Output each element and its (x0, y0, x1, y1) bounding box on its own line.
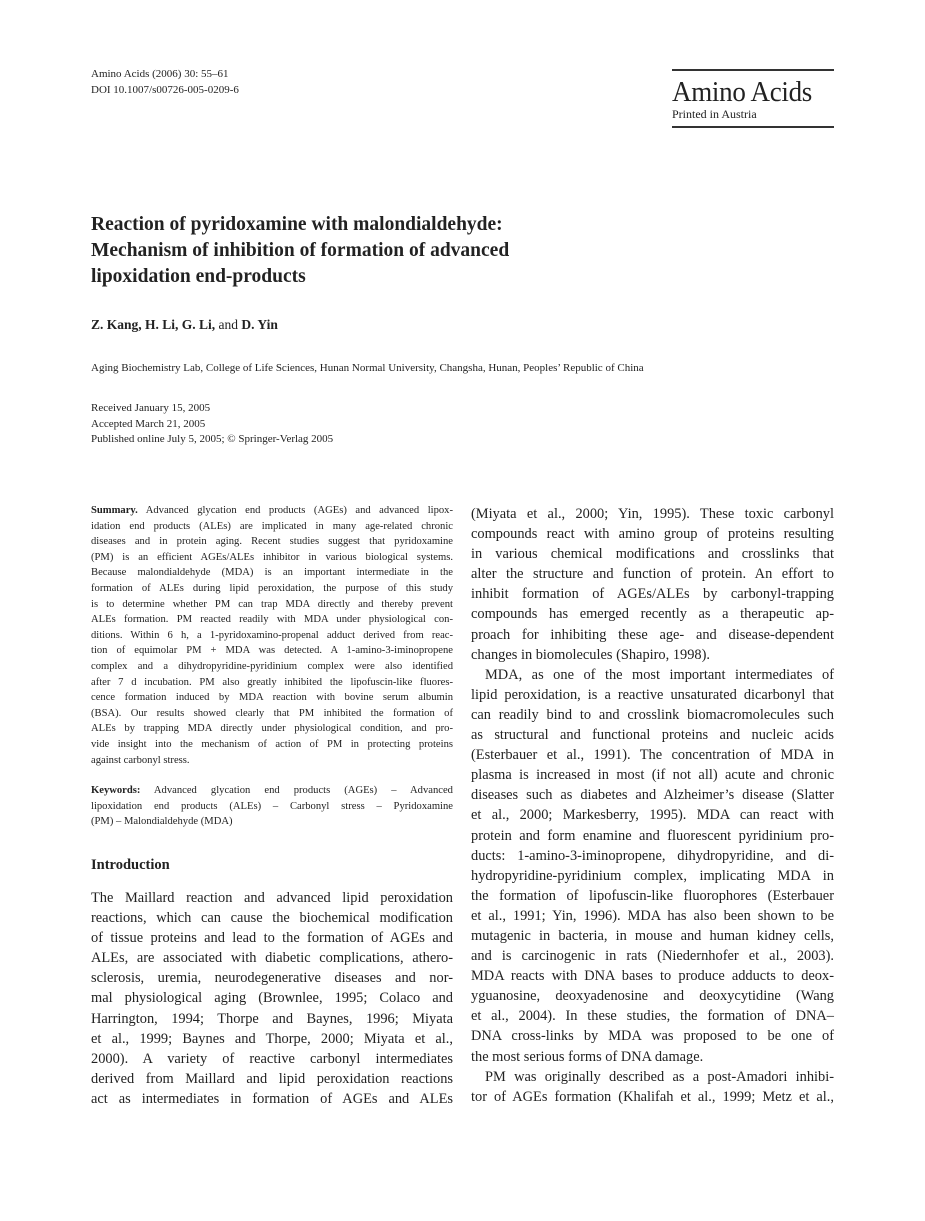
text-line: compounds react with amino group of proteins resulting (471, 526, 834, 543)
text-line: after 7 d incubation. PM also greatly inhibited the lipofuscin-like fluores- (91, 676, 453, 688)
accepted-date: Accepted March 21, 2005 (91, 417, 206, 430)
dates (91, 401, 333, 448)
text-line: inhibit formation of AGEs/ALEs by carbonyl-trapping (471, 586, 834, 603)
text-line: (Miyata et al., 2000; Yin, 1995). These toxic carbonyl (471, 506, 834, 522)
text-line: plasma is increased in most (if not all) acute and chronic (471, 767, 834, 784)
text-line: Because malondialdehyde (MDA) is an important intermediate in the (91, 567, 453, 579)
summary (91, 503, 453, 768)
journal-info (91, 66, 239, 98)
text-line: et al., 1999; Baynes and Thorpe, 2000; Miyata et al., (91, 1030, 453, 1047)
affiliation: Aging Biochemistry Lab, College of Life Sciences, Hunan Normal University, Changsha, Hunan, Peoples’ Republic of China (91, 362, 644, 374)
text-line: ALEs formation. PM reacted readily with MDA under physiological con- (91, 614, 453, 626)
text-line: lipid peroxidation, is a reactive unsaturated dicarbonyl that (471, 686, 834, 703)
text-line: as structural and functional proteins and nucleic acids (471, 727, 834, 744)
text-line: of tissue proteins and lead to the formation of AGEs and (91, 930, 453, 947)
text-line: reactions, which can cause the biochemical modification (91, 910, 453, 927)
text-line: and is carcinogenic in rats (Niedernhofer et al., 2003). (471, 948, 834, 965)
text-line: (PM) is an efficient AGEs/ALEs inhibitor in various biological systems. (91, 551, 453, 563)
authors (91, 317, 278, 333)
text-line: DNA cross-links by MDA was proposed to be one of (471, 1028, 834, 1045)
published-date: Published online July 5, 2005; © Springer-Verlag 2005 (91, 433, 334, 446)
line-text: Advanced glycation end products (AGEs) – Advanced (153, 785, 453, 796)
introduction-heading: Introduction (91, 857, 170, 873)
received-date: Received January 15, 2005 (91, 402, 211, 414)
doi: DOI 10.1007/s00726-005-0209-6 (91, 84, 239, 96)
text-line: hydropyridine-pyridinium complex, implicating MDA in (471, 867, 834, 884)
text-line: the formation of lipofuscin-like fluorophores (Esterbauer (471, 887, 834, 904)
paper-title (91, 212, 509, 290)
text-line: et al., 2004). In these studies, the formation of DNA– (471, 1008, 834, 1025)
text-line: alter the structure and function of protein. An effort to (471, 566, 834, 583)
authors-and: and (218, 317, 239, 332)
authors-main: Z. Kang, H. Li, G. Li, (91, 317, 216, 332)
text-line: MDA, as one of the most important intermediates of (485, 666, 834, 683)
text-line: can readily bind to and crosslink biomacromolecules such (471, 706, 834, 723)
citation: Amino Acids (2006) 30: 55–61 (91, 68, 229, 80)
text-line: ALEs, are associated with diabetic complications, athero- (91, 950, 453, 967)
text-line: diseases such as diabetes and Alzheimer’s disease (Slatter (471, 787, 834, 804)
label: Keywords: (91, 785, 141, 796)
journal-logo (672, 69, 834, 128)
text-line: derived from Maillard and lipid peroxidation reactions (91, 1070, 453, 1087)
text-line: tion of equimolar PM + MDA was detected. A 1-amino-3-iminopropene (91, 645, 453, 657)
text-line: compounds has emerged recently as a therapeutic ap- (471, 606, 834, 623)
text-line: in various chemical modifications and crosslinks that (471, 546, 834, 563)
text-line: mutagenic in bacteria, in mouse and human kidney cells, (471, 927, 834, 944)
text-line: (Esterbauer et al., 1991). The concentration of MDA in (471, 747, 834, 764)
text-line: formation of ALEs during lipid peroxidation, the purpose of this study (91, 582, 453, 594)
text-line: diseases and in protein aging. Recent studies suggest that pyridoxamine (91, 536, 453, 548)
text-line: act as intermediates in formation of AGEs and ALEs (91, 1090, 453, 1107)
text-line: proach for inhibiting these age- and disease-dependent (471, 626, 834, 643)
text-line: MDA reacts with DNA bases to produce adducts to deox- (471, 968, 834, 985)
authors-last: D. Yin (241, 317, 278, 332)
text-line: PM was originally described as a post-Amadori inhibi- (485, 1068, 834, 1085)
label: Summary. (91, 505, 138, 516)
text-line: ducts: 1-amino-3-iminopropene, dihydropyridine, and di- (471, 847, 834, 864)
title-line: Mechanism of inhibition of formation of advanced (91, 240, 510, 261)
text-line: mal physiological aging (Brownlee, 1995; Colaco and (91, 990, 453, 1007)
text-line: sclerosis, uremia, neurodegenerative diseases and nor- (91, 970, 453, 987)
text-line: cence formation induced by MDA reaction with bovine serum albumin (91, 692, 453, 704)
right-column-body (471, 504, 834, 1107)
title-line: lipoxidation end-products (91, 266, 306, 287)
text-line (91, 783, 453, 799)
text-line: idation end products (ALEs) are implicated in many age-related chronic (91, 520, 453, 532)
text-line: protein and form enamine and fluorescent pyridinium pro- (471, 827, 834, 844)
text-line: et al., 1991; Yin, 1996). MDA has also been shown to be (471, 907, 834, 924)
text-line: et al., 2000; Markesberry, 1995). MDA can react with (471, 807, 834, 824)
text-line: complex and a dihydropyridine-pyridinium complex were also identified (91, 660, 453, 672)
text-line: ditions. Within 6 h, a 1-pyridoxamino-propenal adduct derived from reac- (91, 629, 453, 641)
text-line: The Maillard reaction and advanced lipid peroxidation (91, 890, 453, 906)
printed-in: Printed in Austria (672, 107, 757, 121)
line-text: Advanced glycation end products (AGEs) and advanced lipox- (145, 505, 453, 516)
text-line: is to determine whether PM can trap MDA directly and thereby prevent (91, 598, 453, 610)
text-line: lipoxidation end products (ALEs) – Carbonyl stress – Pyridoxamine (91, 800, 453, 812)
text-line: (PM) – Malondialdehyde (MDA) (91, 816, 233, 828)
text-line: the most serious forms of DNA damage. (471, 1048, 704, 1065)
left-column-body (91, 888, 453, 1109)
text-line: yguanosine, deoxyadenosine and deoxycytidine (Wang (471, 988, 834, 1005)
text-line: vide insight into the mechanism of action of PM in protecting proteins (91, 738, 453, 750)
text-line: against carbonyl stress. (91, 754, 190, 766)
text-line: tor of AGEs formation (Khalifah et al., 1999; Metz et al., (471, 1088, 834, 1105)
title-line: Reaction of pyridoxamine with malondialdehyde: (91, 214, 503, 235)
text-line: Harrington, 1994; Thorpe and Baynes, 1996; Miyata (91, 1010, 453, 1027)
journal-logo-name: Amino Acids (672, 76, 813, 108)
text-line: (BSA). Our results showed clearly that PM inhibited the formation of (91, 707, 453, 719)
text-line: 2000). A variety of reactive carbonyl intermediates (91, 1050, 453, 1067)
text-line: ALEs by trapping MDA directly under physiological condition, and pro- (91, 723, 453, 735)
text-line (91, 503, 453, 519)
text-line: changes in biomolecules (Shapiro, 1998). (471, 646, 710, 663)
keywords (91, 783, 453, 830)
